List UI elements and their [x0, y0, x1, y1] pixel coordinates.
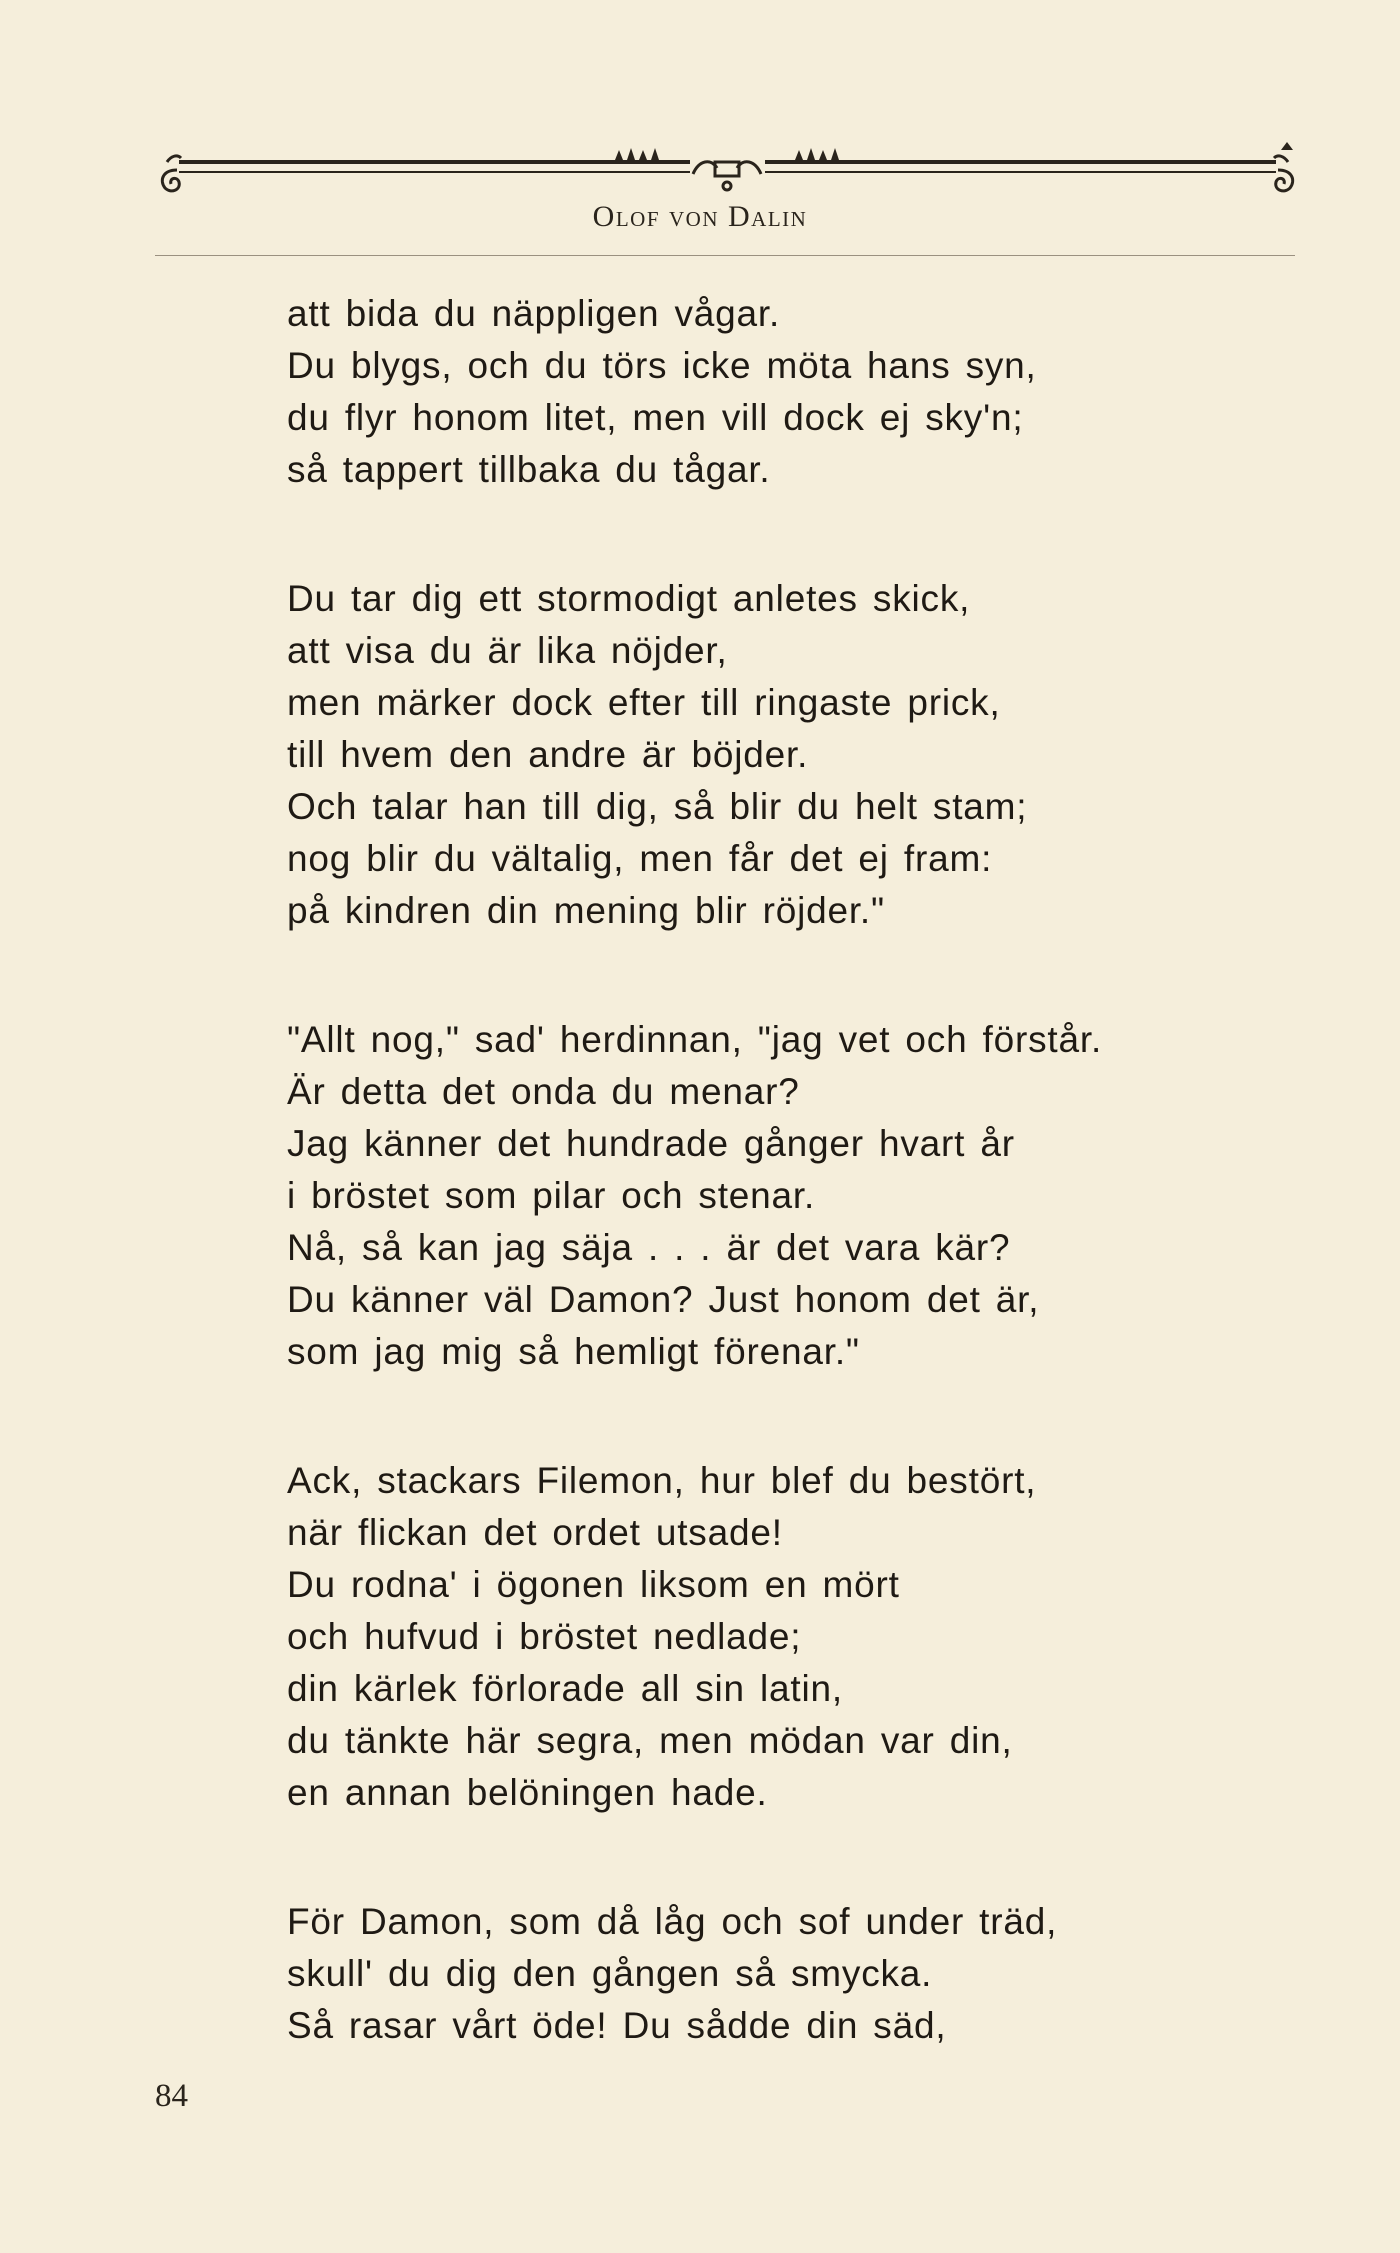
- verse-line: att bida du näppligen vågar.: [287, 293, 781, 334]
- page-number: 84: [155, 2078, 188, 2114]
- verse-line: Så rasar vårt öde! Du sådde din säd,: [287, 2005, 947, 2046]
- stanza: [287, 288, 1287, 496]
- verse-line: en annan belöningen hade.: [287, 1772, 768, 1813]
- verse-line: så tappert tillbaka du tågar.: [287, 449, 771, 490]
- verse-line: men märker dock efter till ringaste prick,: [287, 682, 1001, 723]
- header-rule: [155, 255, 1295, 256]
- verse-line: För Damon, som då låg och sof under träd,: [287, 1901, 1058, 1942]
- verse-line: i bröstet som pilar och stenar.: [287, 1175, 816, 1216]
- verse-line: Jag känner det hundrade gånger hvart år: [287, 1123, 1015, 1164]
- verse-line: Du rodna' i ögonen liksom en mört: [287, 1564, 900, 1605]
- stanza: [287, 573, 1287, 937]
- stanza: [287, 1455, 1287, 1819]
- header-ornament: [155, 140, 1300, 200]
- verse-line: Du blygs, och du törs icke möta hans syn,: [287, 345, 1037, 386]
- verse-line: din kärlek förlorade all sin latin,: [287, 1668, 843, 1709]
- verse-line: Du tar dig ett stormodigt anletes skick,: [287, 578, 971, 619]
- poem-body: [287, 288, 1287, 2129]
- verse-line: att visa du är lika nöjder,: [287, 630, 728, 671]
- verse-line: Ack, stackars Filemon, hur blef du bestört,: [287, 1460, 1037, 1501]
- verse-line: på kindren din mening blir röjder.": [287, 890, 885, 931]
- verse-line: Du känner väl Damon? Just honom det är,: [287, 1279, 1040, 1320]
- verse-line: Är detta det onda du menar?: [287, 1071, 800, 1112]
- verse-line: till hvem den andre är böjder.: [287, 734, 809, 775]
- verse-line: Och talar han till dig, så blir du helt stam;: [287, 786, 1028, 827]
- verse-line: som jag mig så hemligt förenar.": [287, 1331, 860, 1372]
- stanza: [287, 1014, 1287, 1378]
- verse-line: skull' du dig den gången så smycka.: [287, 1953, 933, 1994]
- stanza: [287, 1896, 1287, 2052]
- verse-line: "Allt nog," sad' herdinnan, "jag vet och förstår.: [287, 1019, 1103, 1060]
- verse-line: Nå, så kan jag säja . . . är det vara kär?: [287, 1227, 1011, 1268]
- verse-line: nog blir du vältalig, men får det ej fram:: [287, 838, 993, 879]
- verse-line: när flickan det ordet utsade!: [287, 1512, 783, 1553]
- verse-line: du tänkte här segra, men mödan var din,: [287, 1720, 1013, 1761]
- running-head: Olof von Dalin: [592, 200, 808, 233]
- verse-line: du flyr honom litet, men vill dock ej sky'n;: [287, 397, 1024, 438]
- verse-line: och hufvud i bröstet nedlade;: [287, 1616, 802, 1657]
